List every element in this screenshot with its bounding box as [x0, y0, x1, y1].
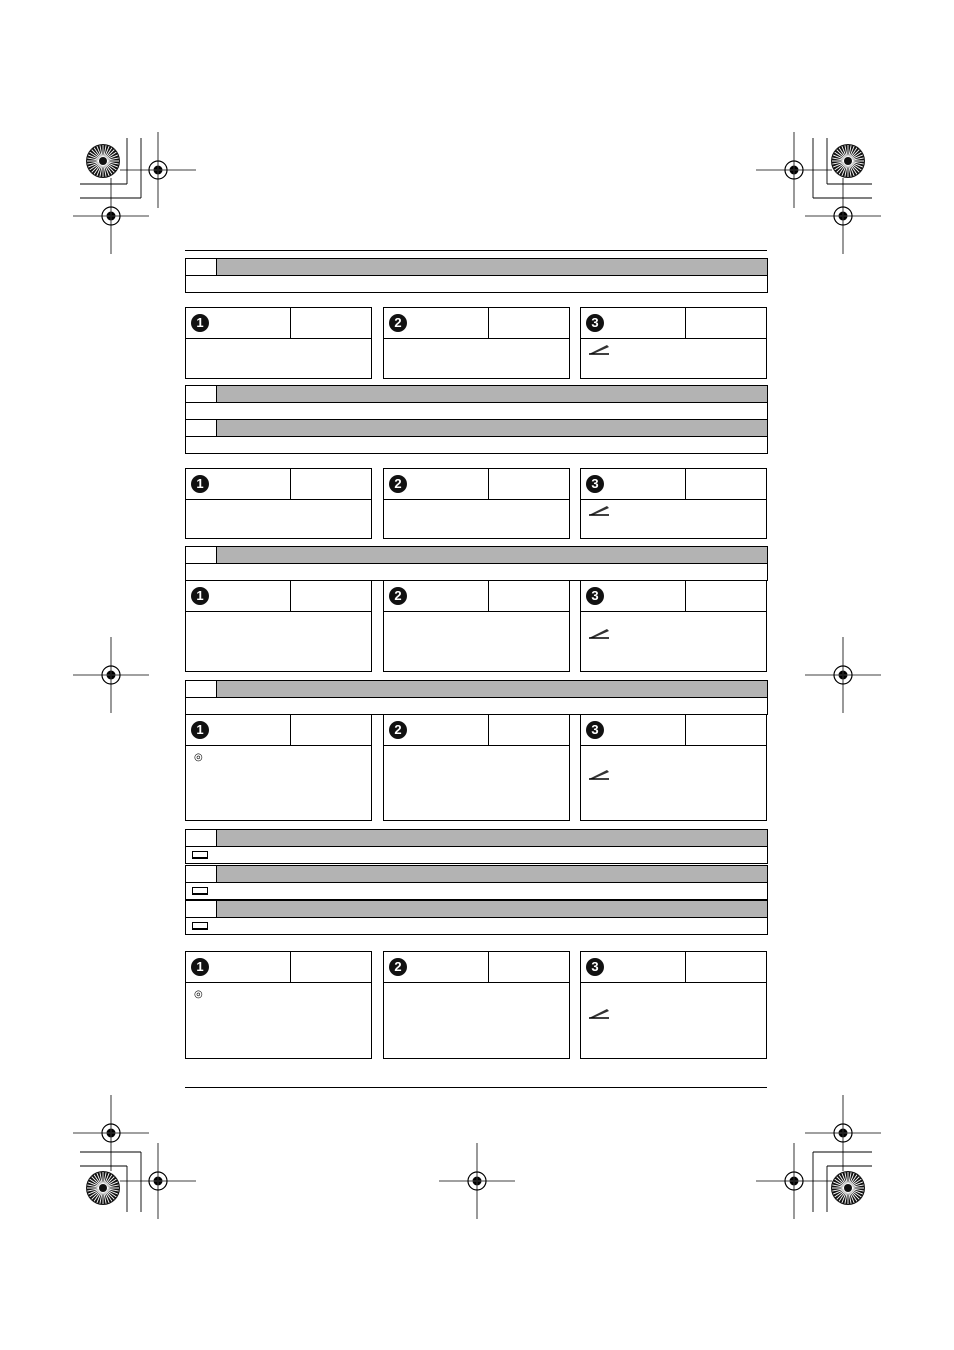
step-number-icon: 2: [389, 314, 407, 332]
step-number-icon: 1: [191, 475, 209, 493]
step-number-icon: 2: [389, 721, 407, 739]
step-number-icon: 2: [389, 958, 407, 976]
step-number-icon: 1: [191, 958, 209, 976]
step-number-icon: 1: [191, 314, 209, 332]
step-number-icon: 3: [586, 721, 604, 739]
step-number-icon: 3: [586, 587, 604, 605]
step-number-icon: 3: [586, 475, 604, 493]
step-number-icon: 2: [389, 475, 407, 493]
target-icon: ◎: [194, 752, 203, 763]
step-number-icon: 3: [586, 958, 604, 976]
step-number-icon: 1: [191, 587, 209, 605]
step-number-icon: 3: [586, 314, 604, 332]
step-number-icon: 2: [389, 587, 407, 605]
target-icon: ◎: [194, 989, 203, 1000]
step-number-icon: 1: [191, 721, 209, 739]
